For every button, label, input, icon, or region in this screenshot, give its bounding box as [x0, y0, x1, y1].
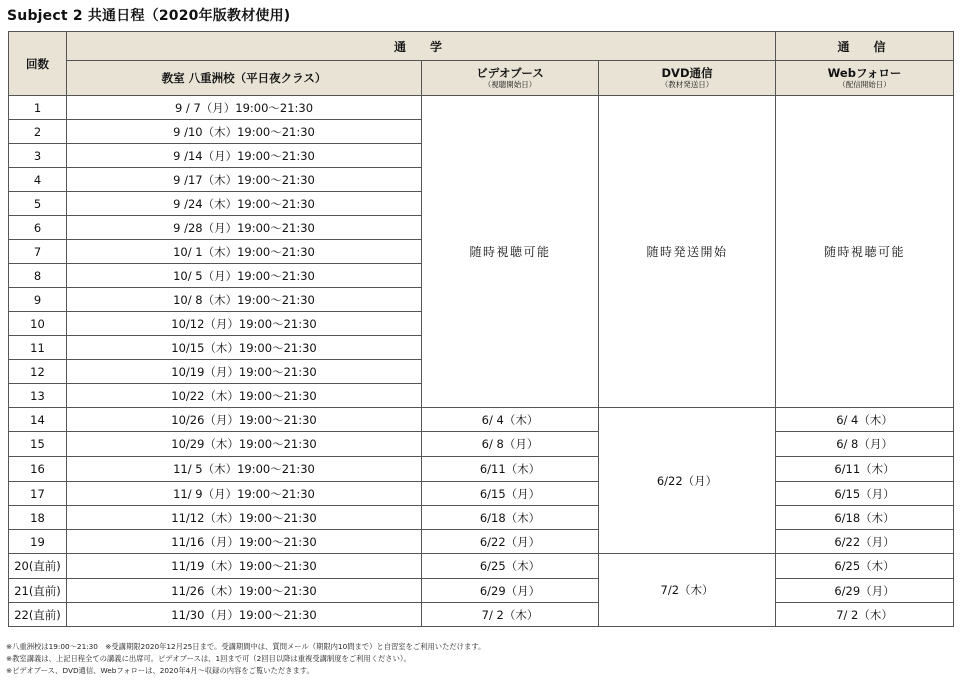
- video-booth-date: 6/ 8（月）: [422, 432, 599, 457]
- dvd-subtitle: （教材発送日）: [660, 80, 714, 89]
- round-number: 20(直前): [9, 554, 67, 579]
- round-number: 9: [9, 288, 67, 312]
- dvd-title: DVD通信: [661, 66, 713, 80]
- round-number: 13: [9, 384, 67, 408]
- table-row: [9, 482, 954, 506]
- class-date: 10/15（木）19:00～21:30: [67, 336, 422, 360]
- class-date: 9 /28（月）19:00～21:30: [67, 216, 422, 240]
- table-row: [9, 579, 954, 603]
- web-follow-date: 6/11（木）: [776, 457, 954, 482]
- round-number: 4: [9, 168, 67, 192]
- class-date: 11/19（木）19:00～21:30: [67, 554, 422, 579]
- footnote: ※教室講義は、上記日程全ての講義に出席可。ビデオブースは、1回まで可（2回目以降は重複受講制度をご利用ください）。: [6, 654, 411, 663]
- round-number: 14: [9, 408, 67, 432]
- web-follow-date: 6/18（木）: [776, 506, 954, 530]
- footnote: ※ビデオブース、DVD通信、Webフォローは、2020年4月～収録の内容をご覧いただきます。: [6, 666, 314, 675]
- schedule-table: [8, 31, 954, 627]
- video-booth-date: 6/18（木）: [422, 506, 599, 530]
- class-date: 9 /10（木）19:00～21:30: [67, 120, 422, 144]
- round-number: 15: [9, 432, 67, 457]
- class-date: 10/ 5（月）19:00～21:30: [67, 264, 422, 288]
- class-date: 11/26（木）19:00～21:30: [67, 579, 422, 603]
- web-follow-date: 6/29（月）: [776, 579, 954, 603]
- round-header: 回数: [9, 32, 67, 96]
- round-number: 7: [9, 240, 67, 264]
- web-follow-date: 6/25（木）: [776, 554, 954, 579]
- video-booth-anytime: 随時視聴可能: [422, 96, 599, 408]
- class-date: 10/22（木）19:00～21:30: [67, 384, 422, 408]
- dvd-ship-date: 6/22（月）: [599, 408, 776, 554]
- class-date: 11/ 5（木）19:00～21:30: [67, 457, 422, 482]
- table-row: [9, 506, 954, 530]
- class-date: 9 /14（月）19:00～21:30: [67, 144, 422, 168]
- table-row: [9, 457, 954, 482]
- video-booth-date: 6/22（月）: [422, 530, 599, 554]
- class-date: 11/ 9（月）19:00～21:30: [67, 482, 422, 506]
- class-date: 10/29（木）19:00～21:30: [67, 432, 422, 457]
- classroom-header: 教室 八重洲校（平日夜クラス）: [67, 61, 422, 96]
- page-title: Subject 2 共通日程（2020年版教材使用): [7, 8, 291, 24]
- web-follow-date: 6/15（月）: [776, 482, 954, 506]
- video-booth-date: 6/25（木）: [422, 554, 599, 579]
- table-row: [9, 530, 954, 554]
- video-booth-date: 6/29（月）: [422, 579, 599, 603]
- web-follow-date: 6/ 8（月）: [776, 432, 954, 457]
- round-number: 18: [9, 506, 67, 530]
- round-number: 3: [9, 144, 67, 168]
- table-row: [9, 432, 954, 457]
- video-booth-header: [422, 61, 599, 96]
- round-number: 17: [9, 482, 67, 506]
- table-row: [9, 554, 954, 579]
- footnotes: [6, 641, 485, 677]
- video-booth-date: 7/ 2（木）: [422, 603, 599, 627]
- tsugaku-header: 通 学: [67, 32, 776, 61]
- round-number: 16: [9, 457, 67, 482]
- class-date: 11/16（月）19:00～21:30: [67, 530, 422, 554]
- web-follow-anytime: 随時視聴可能: [776, 96, 954, 408]
- web-follow-date: 6/ 4（木）: [776, 408, 954, 432]
- round-number: 2: [9, 120, 67, 144]
- class-date: 10/26（月）19:00～21:30: [67, 408, 422, 432]
- class-date: 9 /17（木）19:00～21:30: [67, 168, 422, 192]
- video-booth-date: 6/ 4（木）: [422, 408, 599, 432]
- dvd-header: [599, 61, 776, 96]
- class-date: 11/30（月）19:00～21:30: [67, 603, 422, 627]
- class-date: 10/12（月）19:00～21:30: [67, 312, 422, 336]
- round-number: 8: [9, 264, 67, 288]
- web-follow-header: [776, 61, 954, 96]
- dvd-anytime: 随時発送開始: [599, 96, 776, 408]
- web-follow-title: Webフォロー: [827, 66, 902, 80]
- tsushin-header: 通 信: [776, 32, 954, 61]
- class-date: 9 / 7（月）19:00～21:30: [67, 96, 422, 120]
- round-number: 11: [9, 336, 67, 360]
- web-follow-subtitle: （配信開始日）: [838, 80, 891, 89]
- dvd-ship-date: 7/2（木）: [599, 554, 776, 627]
- class-date: 10/ 1（木）19:00～21:30: [67, 240, 422, 264]
- round-number: 22(直前): [9, 603, 67, 627]
- web-follow-date: 7/ 2（木）: [776, 603, 954, 627]
- class-date: 10/19（月）19:00～21:30: [67, 360, 422, 384]
- round-number: 21(直前): [9, 579, 67, 603]
- round-number: 19: [9, 530, 67, 554]
- table-row: [9, 96, 954, 120]
- video-booth-date: 6/11（木）: [422, 457, 599, 482]
- round-number: 10: [9, 312, 67, 336]
- class-date: 10/ 8（木）19:00～21:30: [67, 288, 422, 312]
- round-number: 1: [9, 96, 67, 120]
- schedule-body: [9, 96, 954, 627]
- round-number: 6: [9, 216, 67, 240]
- video-booth-title: ビデオブース: [476, 66, 544, 80]
- round-number: 12: [9, 360, 67, 384]
- class-date: 11/12（木）19:00～21:30: [67, 506, 422, 530]
- table-row: [9, 603, 954, 627]
- round-number: 5: [9, 192, 67, 216]
- class-date: 9 /24（木）19:00～21:30: [67, 192, 422, 216]
- table-row: [9, 408, 954, 432]
- video-booth-subtitle: （視聴開始日）: [483, 80, 537, 89]
- web-follow-date: 6/22（月）: [776, 530, 954, 554]
- footnote: ※八重洲校は19:00～21:30 ※受講期限2020年12月25日まで。受講期間中は、質問メール（期限内10問まで）と自習室をご利用いただけます。: [6, 642, 486, 651]
- video-booth-date: 6/15（月）: [422, 482, 599, 506]
